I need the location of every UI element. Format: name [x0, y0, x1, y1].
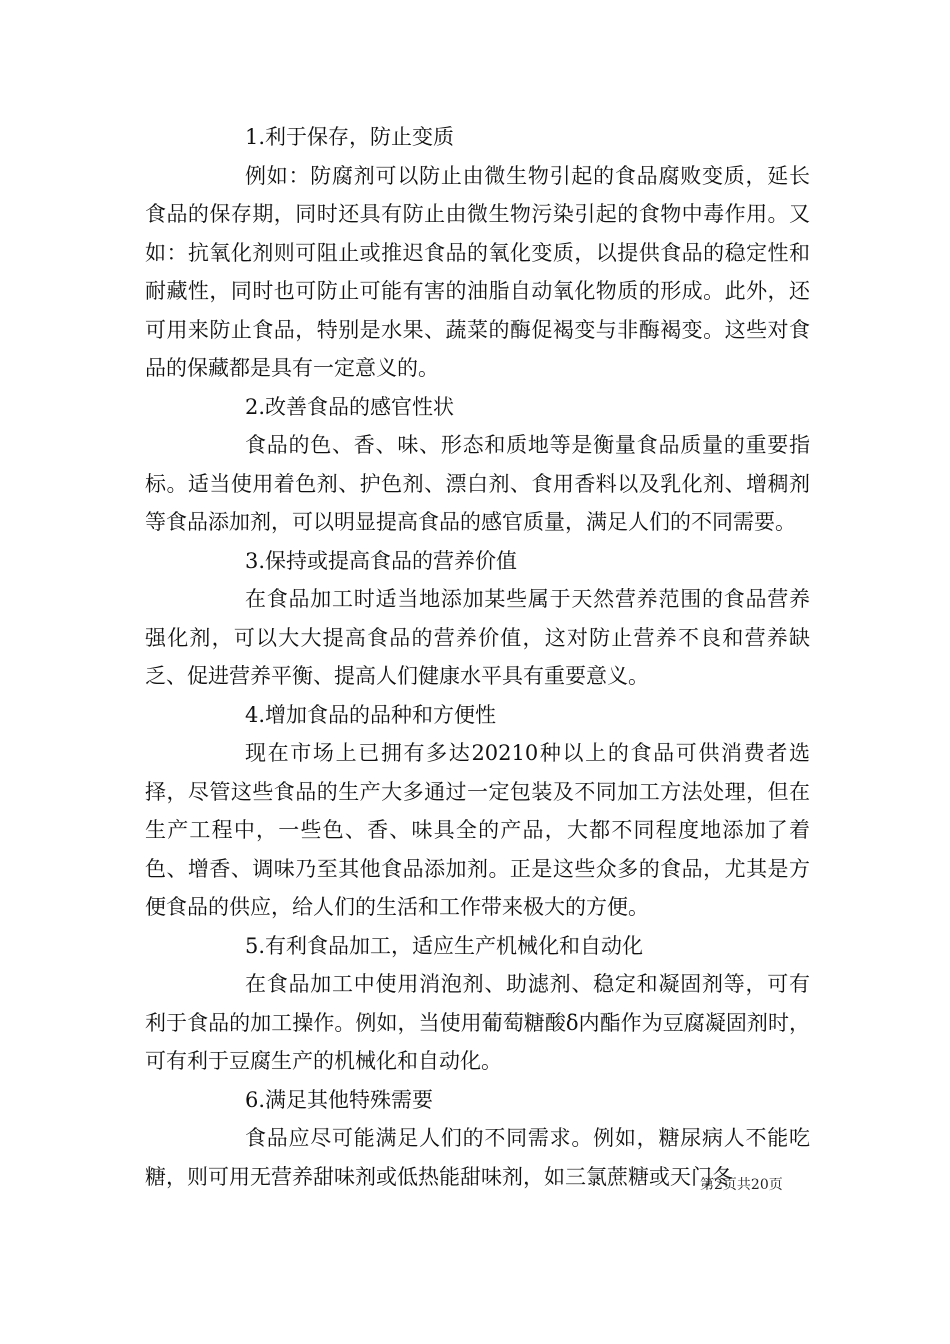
section-2 [145, 388, 810, 542]
document-body [145, 118, 810, 1196]
section-paragraph: 在食品加工时适当地添加某些属于天然营养范围的食品营养强化剂，可以大大提高食品的营养价值，这对防止营养不良和营养缺乏、促进营养平衡、提高人们健康水平具有重要意义。 [145, 587, 810, 688]
section-heading: 2.改善食品的感官性状 [245, 394, 455, 419]
section-paragraph: 食品的色、香、味、形态和质地等是衡量食品质量的重要指标。适当使用着色剂、护色剂、漂白剂、食用香料以及乳化剂、增稠剂等食品添加剂，可以明显提高食品的感官质量，满足人们的不同需要。 [145, 433, 810, 534]
section-5 [145, 927, 810, 1081]
section-paragraph: 食品应尽可能满足人们的不同需求。例如，糖尿病人不能吃糖，则可用无营养甜味剂或低热能甜味剂，如三氯蔗糖或天门冬 [145, 1126, 810, 1189]
section-paragraph: 现在市场上已拥有多达20210种以上的食品可供消费者选择，尽管这些食品的生产大多通过一定包装及不同加工方法处理，但在生产工程中，一些色、香、味具全的产品，大都不同程度地添加了着色、增香、调味乃至其他食品添加剂。正是这些众多的食品，尤其是方便食品的供应，给人们的生活和工作带来极大的方便。 [145, 741, 810, 919]
section-4 [145, 696, 810, 927]
section-paragraph: 例如：防腐剂可以防止由微生物引起的食品腐败变质，延长食品的保存期，同时还具有防止由微生物污染引起的食物中毒作用。又如：抗氧化剂则可阻止或推迟食品的氧化变质，以提供食品的稳定性和耐藏性，同时也可防止可能有害的油脂自动氧化物质的形成。此外，还可用来防止食品，特别是水果、蔬菜的酶促褐变与非酶褐变。这些对食品的保藏都是具有一定意义的。 [145, 163, 810, 380]
section-heading: 5.有利食品加工，适应生产机械化和自动化 [245, 933, 644, 958]
section-paragraph: 在食品加工中使用消泡剂、助滤剂、稳定和凝固剂等，可有利于食品的加工操作。例如，当使用葡萄糖酸δ内酯作为豆腐凝固剂时，可有利于豆腐生产的机械化和自动化。 [145, 972, 810, 1073]
section-heading: 1.利于保存，防止变质 [245, 125, 455, 149]
page-number: 第2页共20页 [700, 1177, 783, 1193]
section-3 [145, 542, 810, 696]
section-heading: 6.满足其他特殊需要 [245, 1087, 434, 1112]
section-heading: 4.增加食品的品种和方便性 [245, 702, 497, 727]
section-heading: 3.保持或提高食品的营养价值 [245, 548, 518, 573]
section-1 [145, 118, 810, 388]
